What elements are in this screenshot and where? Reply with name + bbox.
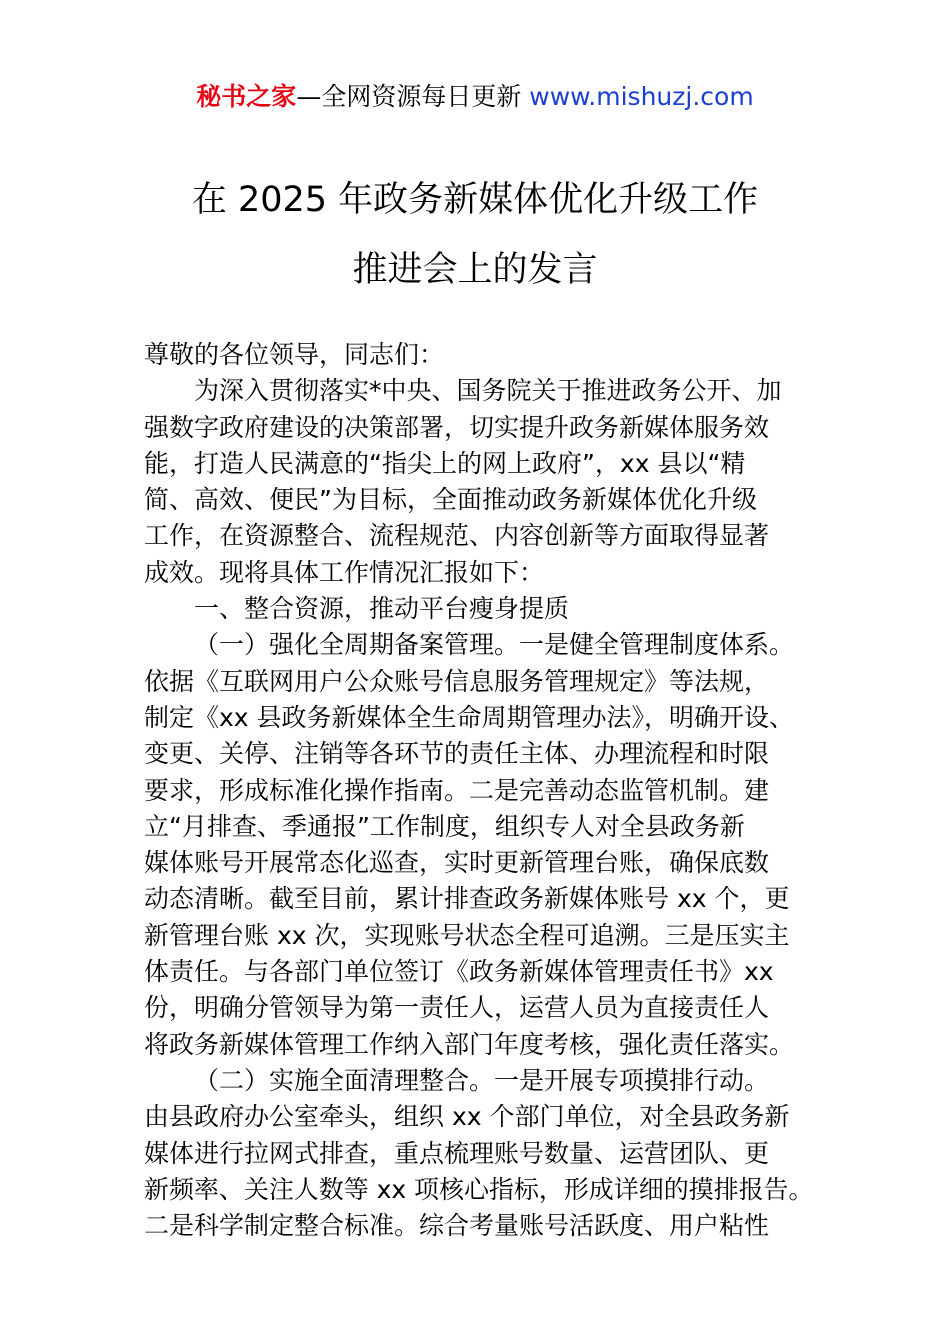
document-title-line-2: 推进会上的发言 (352, 250, 598, 290)
paragraph-line: 能，打造人民满意的“指尖上的网上政府”，xx 县以“精 (144, 448, 746, 478)
paragraph-line: 新管理台账 xx 次，实现账号状态全程可追溯。三是压实主 (144, 920, 790, 950)
section-heading: 一、整合资源，推动平台瘦身提质 (194, 594, 570, 624)
paragraph-line: （二）实施全面清理整合。一是开展专项摸排行动。 (194, 1065, 770, 1095)
paragraph-line: 强数字政府建设的决策部署，切实提升政务新媒体服务效 (144, 412, 770, 442)
paragraph-line: （一）强化全周期备案管理。一是健全管理制度体系。 (194, 630, 795, 660)
brand-name: 秘书之家 (196, 82, 297, 111)
paragraph-line: 成效。现将具体工作情况汇报如下： (144, 557, 545, 587)
paragraph-line: 新频率、关注人数等 xx 项核心指标，形成详细的摸排报告。 (144, 1174, 814, 1204)
paragraph-line: 媒体账号开展常态化巡查，实时更新管理台账，确保底数 (144, 848, 770, 878)
paragraph-line: 变更、关停、注销等各环节的责任主体、办理流程和时限 (144, 739, 770, 769)
paragraph-line: 立“月排查、季通报”工作制度，组织专人对全县政务新 (144, 811, 745, 841)
banner-tagline: —全网资源每日更新 (296, 82, 530, 111)
site-url-link[interactable]: www.mishuzj.com (529, 82, 754, 111)
document-title-line-1: 在 2025 年政务新媒体优化升级工作 (191, 180, 759, 220)
salutation: 尊敬的各位领导，同志们： (144, 340, 445, 369)
paragraph-line: 二是科学制定整合标准。综合考量账号活跃度、用户粘性 (144, 1211, 770, 1241)
paragraph-line: 简、高效、便民”为目标，全面推动政务新媒体优化升级 (144, 485, 757, 515)
paragraph-line: 将政务新媒体管理工作纳入部门年度考核，强化责任落实。 (144, 1029, 795, 1059)
paragraph-line: 工作，在资源整合、流程规范、内容创新等方面取得显著 (144, 521, 770, 551)
site-banner (0, 80, 950, 114)
paragraph-line: 份，明确分管领导为第一责任人，运营人员为直接责任人 (144, 993, 770, 1023)
document-body (144, 337, 814, 1244)
paragraph-line: 为深入贯彻落实*中央、国务院关于推进政务公开、加 (194, 376, 782, 406)
paragraph-line: 动态清晰。截至目前，累计排查政务新媒体账号 xx 个，更 (144, 884, 790, 914)
paragraph-line: 制定《xx 县政务新媒体全生命周期管理办法》，明确开设、 (144, 702, 795, 732)
paragraph-line: 媒体进行拉网式排查，重点梳理账号数量、运营团队、更 (144, 1138, 770, 1168)
paragraph-line: 体责任。与各部门单位签订《政务新媒体管理责任书》xx (144, 957, 774, 987)
paragraph-line: 要求，形成标准化操作指南。二是完善动态监管机制。建 (144, 775, 770, 805)
paragraph-line: 依据《互联网用户公众账号信息服务管理规定》等法规， (144, 666, 770, 696)
paragraph-line: 由县政府办公室牵头，组织 xx 个部门单位，对全县政务新 (144, 1102, 790, 1132)
